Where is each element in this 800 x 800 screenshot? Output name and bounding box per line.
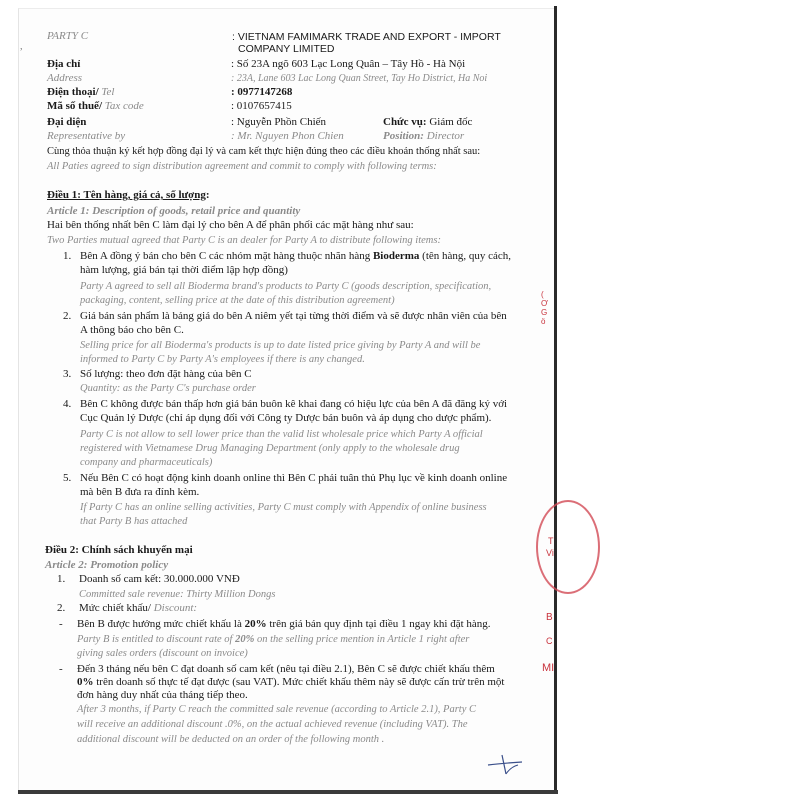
discount2-en-line1: After 3 months, if Party C reach the committed sale revenue (according to Article 2.1), Party C <box>77 704 477 715</box>
article2-item1-number: 1. <box>57 573 66 585</box>
position-row <box>383 116 472 129</box>
article1-item2-line1: Giá bán sản phẩm là bảng giá do bên A niêm yết tại từng thời điểm và sẽ được nhân viên của bên <box>80 310 507 322</box>
article1-item1-text-a: Bên A đồng ý bán cho bên C các nhóm mặt hàng thuộc nhãn hàng <box>80 250 373 262</box>
discount1-en-line1 <box>77 633 469 646</box>
article1-item1-brand: Bioderma <box>372 250 420 262</box>
article1-item1-line2: hàm lượng, giá bán tại thời điểm lập hợp đồng) <box>80 264 288 276</box>
tax-label-en: Tax code <box>104 100 144 112</box>
article1-item3-number: 3. <box>63 368 72 380</box>
phone-label-en: Tel <box>101 86 115 98</box>
article1-item5-en-line2: that Party B has attached <box>80 516 188 527</box>
article1-item2-line2: A thông báo cho bên C. <box>80 324 184 336</box>
discount1-rate: 20% <box>244 618 267 630</box>
tax-label: Mã số thuế/ <box>47 100 102 112</box>
position-label-en: Position: <box>383 130 424 142</box>
phone-value: : 0977147268 <box>231 86 293 98</box>
article1-item3-line: Số lượng: theo đơn đặt hàng của bên C <box>80 368 252 380</box>
margin-stamp-c: C <box>546 636 553 646</box>
party-label: PARTY C <box>47 30 89 42</box>
position-value: Giám đốc <box>429 116 473 128</box>
article2-item1-line: Doanh số cam kết: 30.000.000 VNĐ <box>79 573 240 585</box>
discount1-en-line2: giving sales orders (discount on invoice) <box>77 648 248 659</box>
representative-value: : Nguyễn Phồn Chiến <box>231 116 327 128</box>
phone-label: Điện thoại/ <box>47 86 99 98</box>
discount2-rate: 0% <box>77 676 94 688</box>
article1-item4-number: 4. <box>63 398 72 410</box>
article1-item2-en-line1: Selling price for all Bioderma's products is up to date listed price giving by Party A and will be <box>80 340 481 351</box>
company-name-line2: COMPANY LIMITED <box>238 43 335 55</box>
article1-title-text: Điều 1: Tên hàng, giá cả, số lượng <box>47 189 206 201</box>
article1-item3-en: Quantity: as the Party C's purchase order <box>80 383 256 394</box>
address-value: : Số 23A ngõ 603 Lạc Long Quân – Tây Hồ - Hà Nội <box>231 58 466 70</box>
position-value-en: Director <box>426 130 465 142</box>
address-label: Địa chỉ <box>47 58 81 70</box>
article1-intro: Hai bên thống nhất bên C làm đại lý cho bên A để phân phối các mặt hàng như sau: <box>47 219 414 231</box>
article1-title-colon: : <box>205 189 210 201</box>
discount1-en-rate: 20% <box>235 634 255 645</box>
article2-item2-label-en: Discount: <box>153 602 198 614</box>
article1-item5-en-line1: If Party C has an online selling activities, Party C must comply with Appendix of online business <box>80 502 487 513</box>
company-name-line1: : VIETNAM FAMIMARK TRADE AND EXPORT - IMPORT <box>232 31 501 43</box>
intro-text: Cùng thỏa thuận ký kết hợp đồng đại lý và cam kết thực hiện đúng theo các điều khoản thống nhất sau: <box>47 146 481 157</box>
page-edge-shadow <box>554 6 557 794</box>
article1-item2-number: 2. <box>63 310 72 322</box>
representative-label-en: Representative by <box>47 130 126 142</box>
discount1-dash: - <box>59 618 63 630</box>
margin-stamp-t: T <box>548 536 554 546</box>
article1-item4-en-line3: company and pharmaceuticals) <box>80 457 213 468</box>
discount1-text-a: Bên B được hưởng mức chiết khấu là <box>77 618 245 630</box>
discount2-line1: Đến 3 tháng nếu bên C đạt doanh số cam kết (nêu tại điều 2.1), Bên C sẽ được chiết khấu thêm <box>77 663 495 675</box>
discount2-en-line3: additional discount will be deducted on an order of the following month . <box>77 734 385 745</box>
article1-title-en: Article 1: Description of goods, retail price and quantity <box>47 205 301 217</box>
article1-item5-line1: Nếu Bên C có hoạt động kinh doanh online thì Bên C phải tuân thủ Phụ lục về kinh doanh online <box>80 472 508 484</box>
tax-label-row <box>47 100 144 113</box>
article1-item5-number: 5. <box>63 472 72 484</box>
position-label: Chức vụ: <box>383 116 427 128</box>
article2-item1-en: Committed sale revenue: Thirty Million Dongs <box>79 589 276 600</box>
discount2-dash: - <box>59 663 63 675</box>
address-value-en: : 23A, Lane 603 Lac Long Quan Street, Tay Ho District, Ha Noi <box>231 73 488 84</box>
discount1-en-text-b: on the selling price mention in Article 1 right after <box>254 634 470 645</box>
article1-item5-line2: mà bên B đưa ra đính kèm. <box>80 486 200 498</box>
article2-title: Điều 2: Chính sách khuyến mại <box>45 544 193 556</box>
article1-item1-en-line1: Party A agreed to sell all Bioderma brand's products to Party C (goods description, specification, <box>80 281 492 292</box>
article2-item2-number: 2. <box>57 602 66 614</box>
discount2-line2 <box>77 676 504 689</box>
representative-label: Đại diện <box>47 116 87 128</box>
phone-label-row <box>47 86 114 99</box>
intro-text-en: All Paties agreed to sign distribution agreement and commit to comply with following terms: <box>47 161 437 172</box>
margin-mark: , <box>20 41 23 52</box>
article1-intro-en: Two Parties mutual agreed that Party C is an dealer for Party A to distribute following items: <box>47 235 441 246</box>
article1-item2-en-line2: informed to Party C by Party A's employees if there is any changed. <box>80 354 365 365</box>
article1-item4-line2: Cục Quản lý Dược (chỉ áp dụng đối với Công ty Dược bán buôn và áp dụng cho dược phẩm). <box>80 412 492 424</box>
representative-value-en: : Mr. Nguyen Phon Chien <box>231 130 344 142</box>
article2-item2-label: Mức chiết khấu/ <box>79 602 151 614</box>
discount1-text-b: trên giá bán quy định tại điều 1 ngay khi đặt hàng. <box>266 618 491 630</box>
margin-stamp-mi: MI <box>542 662 555 674</box>
article1-item1-line1 <box>80 250 511 263</box>
page-bottom-shadow <box>18 790 558 794</box>
discount1-en-text-a: Party B is entitled to discount rate of <box>77 634 236 645</box>
article1-title <box>47 189 210 202</box>
article1-item1-text-b: (tên hàng, quy cách, <box>419 250 512 262</box>
discount2-line3: đơn hàng duy nhất của tháng tiếp theo. <box>77 689 248 701</box>
discount2-en-line2: will receive an additional discount .0%, on the actual achieved revenue (including VAT). The <box>77 719 468 730</box>
discount1-line1 <box>77 618 491 631</box>
margin-stamp-b: B <box>546 612 553 623</box>
article1-item4-line1: Bên C không được bán thấp hơn giá bán buôn kê khai đang có hiệu lực của bên A đã đăng ký với <box>80 398 508 410</box>
margin-stamp-top: ( Ơ G ö <box>541 290 548 326</box>
article1-item1-en-line2: packaging, content, selling price at the date of this distribution agreement) <box>80 295 395 306</box>
article1-item4-en-line2: registered with Vietnamese Drug Managing Department (only apply to the wholesale drug <box>80 443 460 454</box>
article2-title-en: Article 2: Promotion policy <box>45 559 169 571</box>
tax-value: : 0107657415 <box>231 100 292 112</box>
article1-item4-en-line1: Party C is not allow to sell lower price than the valid list wholesale price which Party A official <box>80 429 483 440</box>
article2-item2-row <box>79 602 197 615</box>
margin-stamp-vi: Vi <box>546 548 554 558</box>
discount2-text: trên doanh số thực tế đạt được (sau VAT). Mức chiết khấu thêm này sẽ được cấn trừ trên một <box>93 676 505 688</box>
address-label-en: Address <box>47 72 83 84</box>
signature-mark <box>486 752 526 776</box>
red-stamp-seal <box>536 500 600 594</box>
position-row-en <box>383 130 464 143</box>
article1-item1-number: 1. <box>63 250 72 262</box>
